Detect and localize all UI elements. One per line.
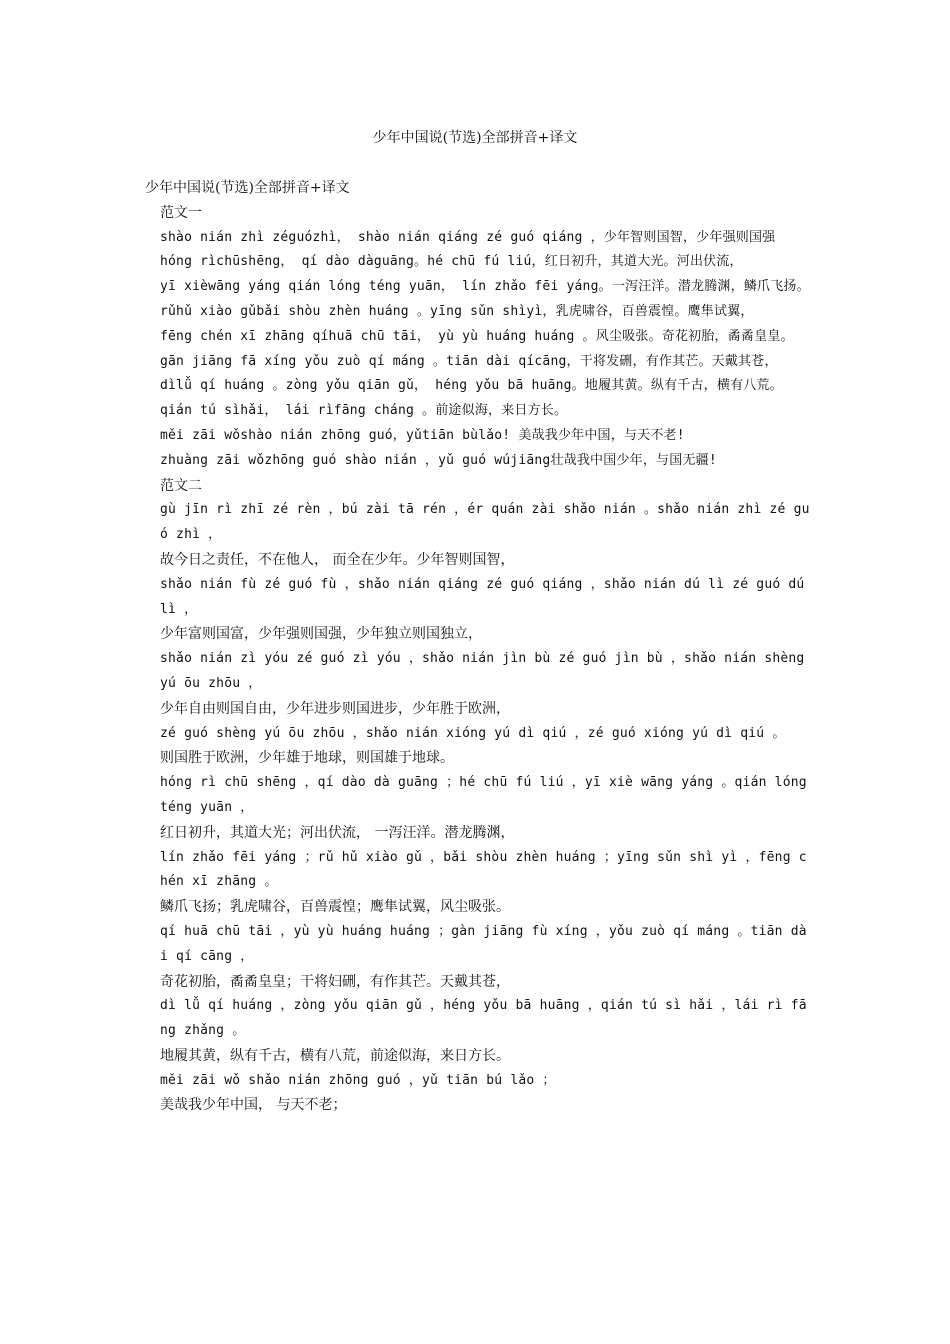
text-line: 范文二: [160, 477, 202, 494]
pinyin-line: shǎo nián fù zé guó fù ，shǎo nián qiáng zé guó qiáng ，shǎo nián dú lì zé guó dú lì ，: [160, 576, 805, 617]
text-line: 则国胜于欧洲，少年雄于地球，则国雄于地球。: [160, 750, 454, 767]
text-line: 奇花初胎，矞矞皇皇；干将妇硎，有作其芒。天戴其苍，: [160, 973, 510, 990]
document-title: 少年中国说(节选)全部拼音+译文: [372, 130, 578, 146]
pinyin-line: rǔhǔ xiào gǔbǎi shòu zhèn huáng 。yīng sǔn shìyì，乳虎啸谷，百兽震惶。鹰隼试翼，: [160, 303, 754, 319]
text-line: 故今日之责任，不在他人， 而全在少年。少年智则国智，: [160, 551, 515, 568]
pinyin-line: qí huā chū tāi ，yù yù huáng huáng ；gàn jiāng fù xíng ，yǒu zuò qí máng 。tiān dài qí cāng ，: [160, 923, 807, 964]
pinyin-line: měi zāi wǒ shǎo nián zhōng guó ，yǔ tiān bú lǎo ；: [160, 1072, 556, 1088]
text-line: 范文一: [160, 204, 202, 221]
pinyin-line: hóng rìchūshēng， qí dào dàguāng。hé chū fú liú，红日初升，其道大光。河出伏流，: [160, 254, 743, 270]
pinyin-line: lín zhǎo fēi yáng ；rǔ hǔ xiào gǔ ，bǎi shòu zhèn huáng ；yīng sǔn shì yì ，fēng chén xī zhāng 。: [160, 849, 807, 890]
text-line: 鳞爪飞扬；乳虎啸谷，百兽震惶；鹰隼试翼，风尘吸张。: [160, 899, 510, 916]
pinyin-line: yī xièwāng yáng qián lóng téng yuān， lín zhǎo fēi yáng。一泻汪洋。潜龙腾渊，鳞爪飞扬。: [160, 279, 810, 295]
pinyin-line: hóng rì chū shēng ，qí dào dà guāng ；hé chū fú liú ，yī xiè wāng yáng 。qián lóng téng yuān ，: [160, 775, 807, 815]
pinyin-line: dì lǚ qí huáng ，zòng yǒu qiān gǔ ，héng yǒu bā huāng ，qián tú sì hǎi ，lái rì fāng zhǎng 。: [160, 998, 807, 1039]
pinyin-line: měi zāi wǒshào nián zhōng guó，yǔtiān bùlǎo! 美哉我少年中国，与天不老!: [160, 427, 685, 443]
body-heading: 少年中国说(节选)全部拼音+译文: [145, 180, 350, 196]
document-body: [145, 176, 810, 1118]
pinyin-line: zhuàng zāi wǒzhōng guó shào nián ，yǔ guó wújiāng壮哉我中国少年，与国无疆!: [160, 452, 717, 468]
pinyin-line: shǎo nián zì yóu zé guó zì yóu ，shǎo nián jìn bù zé guó jìn bù ，shǎo nián shèng yú ōu zhōu ，: [160, 651, 805, 691]
pinyin-line: dìlǚ qí huáng 。zòng yǒu qiān gǔ， héng yǒu bā huāng。地履其黄。纵有千古，横有八荒。: [160, 378, 783, 394]
pinyin-line: zé guó shèng yú ōu zhōu ，shǎo nián xióng yú dì qiú ，zé guó xióng yú dì qiú 。: [160, 725, 786, 741]
pinyin-line: qián tú sìhǎi， lái rìfāng cháng 。前途似海，来日方长。: [160, 403, 568, 419]
text-line: 美哉我少年中国， 与天不老；: [160, 1097, 347, 1114]
text-line: 地履其黄，纵有千古，横有八荒，前途似海，来日方长。: [160, 1047, 510, 1064]
pinyin-line: fēng chén xī zhāng qíhuā chū tāi， yù yù huáng huáng 。风尘吸张。奇花初胎，矞矞皇皇。: [160, 328, 794, 344]
pinyin-line: gān jiāng fā xíng yǒu zuò qí máng 。tiān dài qícāng，干将发硎，有作其芒。天戴其苍，: [160, 353, 778, 369]
text-line: 少年自由则国自由，少年进步则国进步，少年胜于欧洲，: [160, 700, 510, 717]
text-line: 红日初升，其道大光；河出伏流， 一泻汪洋。潜龙腾渊，: [160, 824, 515, 841]
pinyin-line: shào nián zhì zéguózhì， shào nián qiáng zé guó qiáng ，少年智则国智，少年强则国强: [160, 229, 776, 245]
text-line: 少年富则国富，少年强则国强，少年独立则国独立，: [160, 626, 482, 643]
pinyin-line: gù jīn rì zhī zé rèn ，bú zài tā rén ，ér quán zài shǎo nián 。shǎo nián zhì zé guó zhì ，: [160, 502, 810, 543]
